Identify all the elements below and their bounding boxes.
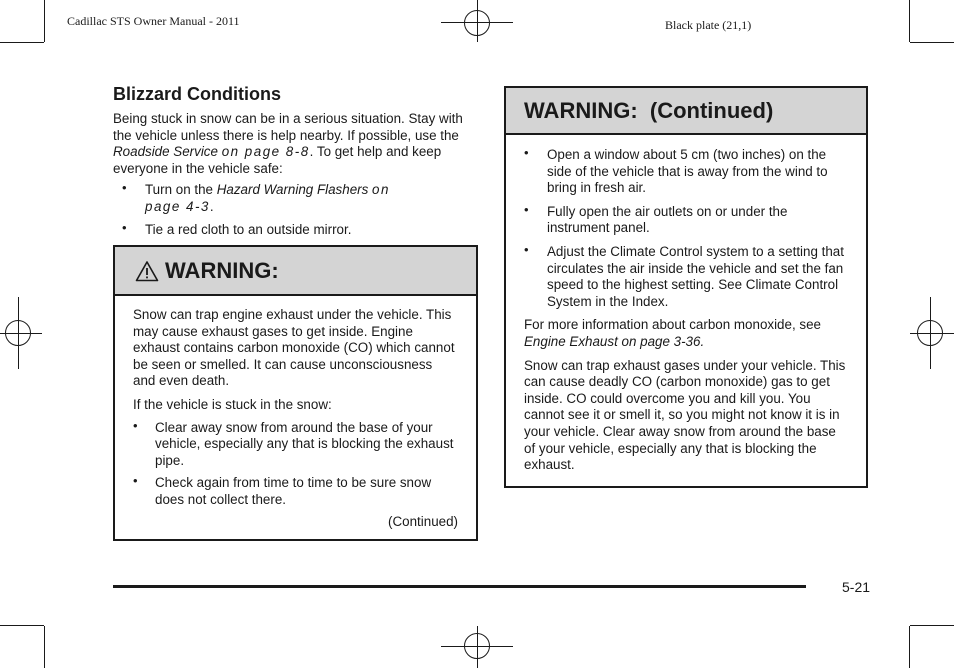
hazard-flashers-page-ref-b[interactable]: page 4-3 <box>145 198 210 214</box>
header-manual-title: Cadillac STS Owner Manual - 2011 <box>67 14 240 28</box>
list-item: • Open a window about 5 cm (two inches) on the side of the vehicle that is away from the wind to bring in fresh air. <box>524 145 828 196</box>
bullet-glyph: • <box>133 417 138 433</box>
list-item: • Adjust the Climate Control system to a setting that circulates the air inside the vehicle and set the fan speed to the highest setting. See Climate Control System in the Index. <box>524 241 844 309</box>
warning-box-body <box>115 296 476 530</box>
hazard-flashers-link[interactable]: Hazard Warning Flashers <box>216 182 369 198</box>
warning-paragraph: Snow can trap engine exhaust under the vehicle. This may cause exhaust gases to get inside. Engine exhaust contains carbon monoxide (CO) which cannot be seen or smelled. It can cause unconsciousness and even death. <box>133 307 455 389</box>
bullet-glyph: • <box>122 180 127 196</box>
hazard-flashers-page-ref-a[interactable]: on <box>372 182 390 198</box>
warning-continued-body <box>506 135 866 474</box>
roadside-service-page-ref[interactable]: on page 8-8 <box>221 144 310 160</box>
list-item: • Check again from time to time to be sure snow does not collect there. <box>133 473 432 507</box>
crop-mark-top-right-h <box>910 42 954 43</box>
crop-mark-top-left-h <box>0 42 44 43</box>
crop-mark-bottom-right-h <box>910 625 954 626</box>
roadside-service-link[interactable]: Roadside Service <box>113 144 218 160</box>
warning-paragraph: Snow can trap exhaust gases under your vehicle. This can cause deadly CO (carbon monoxide) gas to get inside. CO could overcome you and kill you. You cannot see it or smell it, so you might not know it is in your vehicle. Clear away snow from around the base of your vehicle, especially any that is blocking the exhaust. <box>524 357 846 473</box>
crop-mark-top-left-v <box>44 0 45 42</box>
warning-continued-title: WARNING: (Continued) <box>524 97 774 123</box>
header-plate-info: Black plate (21,1) <box>665 18 752 32</box>
continued-label: (Continued) <box>388 513 458 529</box>
section-heading: Blizzard Conditions <box>113 84 281 104</box>
bullet-glyph: • <box>133 473 138 489</box>
left-column-text <box>113 111 475 238</box>
crop-mark-bottom-right-v <box>909 626 910 668</box>
warning-box <box>113 245 478 541</box>
bullet-glyph: • <box>524 241 529 257</box>
list-item: • Clear away snow from around the base of your vehicle, especially any that is blocking the exhaust pipe. <box>133 417 454 468</box>
intro-paragraph: Being stuck in snow can be in a serious situation. Stay with the vehicle unless there is help nearby. If possible, use the Roadside Service on page 8-8. To get help and keep everyone in the vehicle safe: <box>113 111 463 176</box>
list-item: • Turn on the Hazard Warning Flashers on page 4-3. <box>122 180 390 214</box>
crop-mark-top-right-v <box>909 0 910 42</box>
list-item: • Fully open the air outlets on or under the instrument panel. <box>524 201 788 236</box>
crop-mark-bottom-left-h <box>0 625 44 626</box>
engine-exhaust-link[interactable]: Engine Exhaust on page 3-36. <box>524 333 705 349</box>
footer-rule <box>113 585 806 588</box>
crop-mark-bottom-left-v <box>44 626 45 668</box>
bullet-glyph: • <box>524 201 529 217</box>
warning-box-header <box>115 247 476 296</box>
warning-paragraph: If the vehicle is stuck in the snow: <box>133 396 332 412</box>
page-number: 5-21 <box>842 579 871 595</box>
warning-title: WARNING: <box>165 257 279 283</box>
warning-continued-box <box>504 86 868 488</box>
bullet-glyph: • <box>122 219 127 235</box>
warning-continued-header <box>506 88 866 135</box>
bullet-glyph: • <box>524 145 529 160</box>
warning-triangle-icon <box>135 260 159 282</box>
carbon-monoxide-paragraph: For more information about carbon monoxide, see Engine Exhaust on page 3-36. <box>524 317 821 349</box>
list-item: • Tie a red cloth to an outside mirror. <box>122 219 352 237</box>
